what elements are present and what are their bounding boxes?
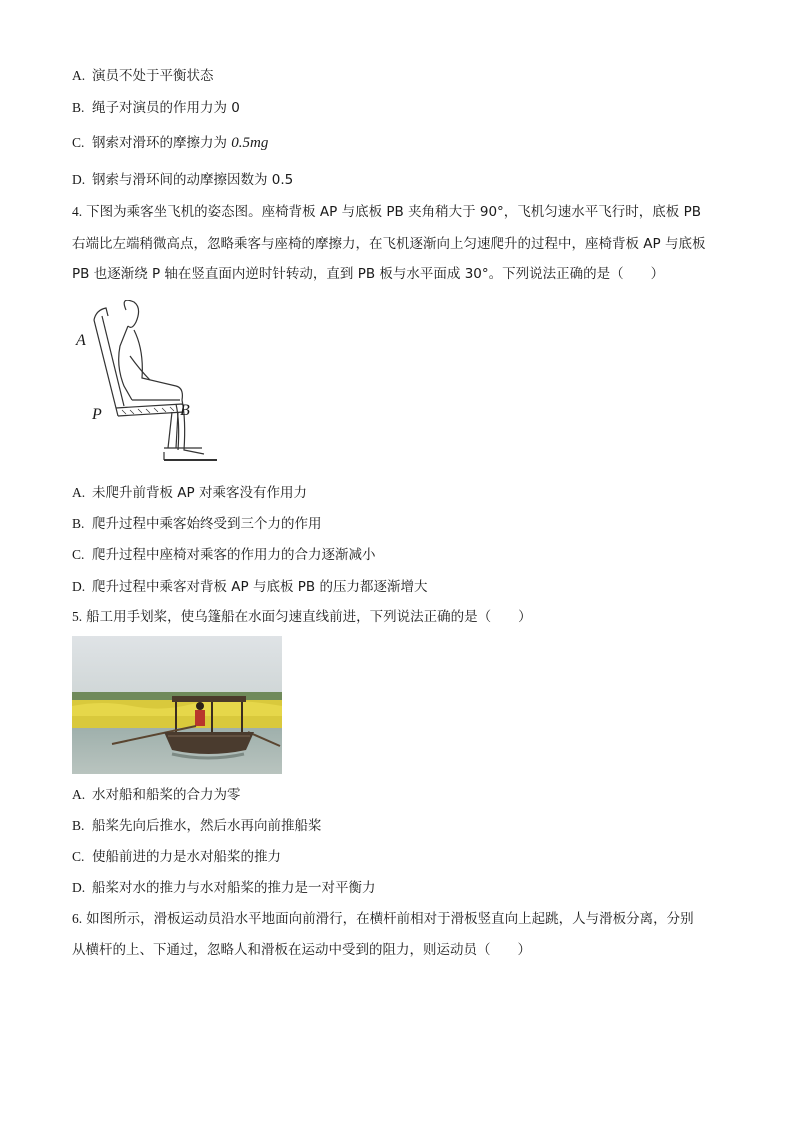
q3-option-b: B. 绳子对演员的作用力为 0 (72, 100, 240, 116)
q5-stem: 5. 船工用手划桨，使乌篷船在水面匀速直线前进，下列说法正确的是（ ） (72, 609, 532, 625)
q5-boat-photo (72, 636, 282, 774)
q4-stem-line-3: PB 也逐渐绕 P 轴在竖直面内逆时针转动，直到 PB 板与水平面成 30°。下列说法正确的是（ ） (72, 266, 665, 282)
seat-diagram-icon (72, 300, 222, 470)
q5-option-b: B. 船桨先向后推水，然后水再向前推船桨 (72, 818, 322, 834)
q3-option-c-math: 0.5mg (231, 135, 269, 151)
q6-stem-line-2: 从横杆的上、下通过，忽略人和滑板在运动中受到的阻力，则运动员（ ） (72, 942, 531, 958)
label-p: P (92, 406, 102, 423)
q4-option-c: C. 爬升过程中座椅对乘客的作用力的合力逐渐减小 (72, 547, 376, 563)
q4-option-d: D. 爬升过程中乘客对背板 AP 与底板 PB 的压力都逐渐增大 (72, 579, 428, 595)
label-b: B (180, 402, 190, 419)
q4-stem-line-2: 右端比左端稍微高点，忽略乘客与座椅的摩擦力，在飞机逐渐向上匀速爬升的过程中，座椅背板 AP 与底板 (72, 236, 706, 252)
q4-option-a: A. 未爬升前背板 AP 对乘客没有作用力 (72, 485, 307, 501)
q4-option-b: B. 爬升过程中乘客始终受到三个力的作用 (72, 516, 322, 532)
label-a: A (76, 332, 86, 349)
q6-stem-line-1: 6. 如图所示，滑板运动员沿水平地面向前滑行，在横杆前相对于滑板竖直向上起跳，人与滑板分离，分别 (72, 911, 694, 927)
q3-option-c: C. 钢索对滑环的摩擦力为 0.5mg (72, 135, 269, 151)
q5-option-d: D. 船桨对水的推力与水对船桨的推力是一对平衡力 (72, 880, 376, 896)
q3-option-d: D. 钢索与滑环间的动摩擦因数为 0.5 (72, 172, 294, 188)
q3-option-a: A. 演员不处于平衡状态 (72, 68, 214, 84)
q5-option-a: A. 水对船和船桨的合力为零 (72, 787, 241, 803)
q4-seat-figure (72, 300, 222, 470)
q4-stem-line-1: 4. 下图为乘客坐飞机的姿态图。座椅背板 AP 与底板 PB 夹角稍大于 90°，飞机匀速水平飞行时，底板 PB (72, 204, 701, 220)
boat-photo-icon (72, 636, 282, 774)
q5-option-c: C. 使船前进的力是水对船桨的推力 (72, 849, 281, 865)
